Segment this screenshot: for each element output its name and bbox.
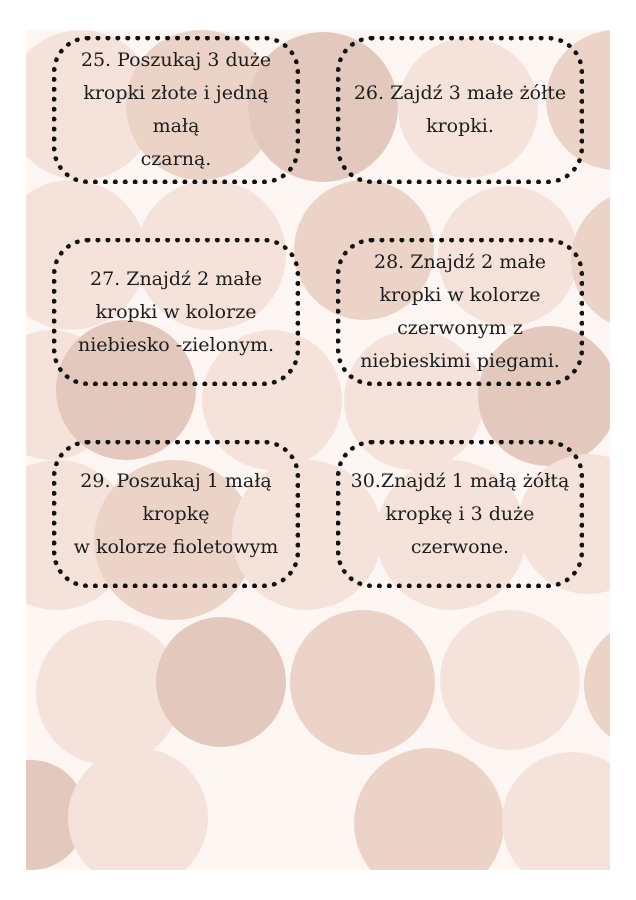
task-card-text: 27. Znajdź 2 małe kropki w kolorze niebiesko -zielonym. bbox=[77, 267, 275, 356]
task-card-28 bbox=[336, 238, 584, 386]
task-card-text: 28. Znajdź 2 małe kropki w kolorze czerwonym z niebieskimi piegami. bbox=[360, 251, 560, 372]
task-card-26 bbox=[336, 36, 584, 184]
task-card-text: 25. Poszukaj 3 duże kropki złote i jedną małą czarną. bbox=[80, 49, 272, 170]
task-card-25 bbox=[52, 36, 300, 184]
task-card-text: 26. Zajdź 3 małe żółte kropki. bbox=[353, 82, 567, 137]
task-card-text: 29. Poszukaj 1 małą kropkę w kolorze fioletowym bbox=[73, 469, 279, 558]
task-card-30 bbox=[336, 440, 584, 588]
task-card-text: 30.Znajdź 1 małą żółtą kropkę i 3 duże czerwone. bbox=[350, 469, 570, 558]
task-card-29 bbox=[52, 440, 300, 588]
task-card-27 bbox=[52, 238, 300, 386]
